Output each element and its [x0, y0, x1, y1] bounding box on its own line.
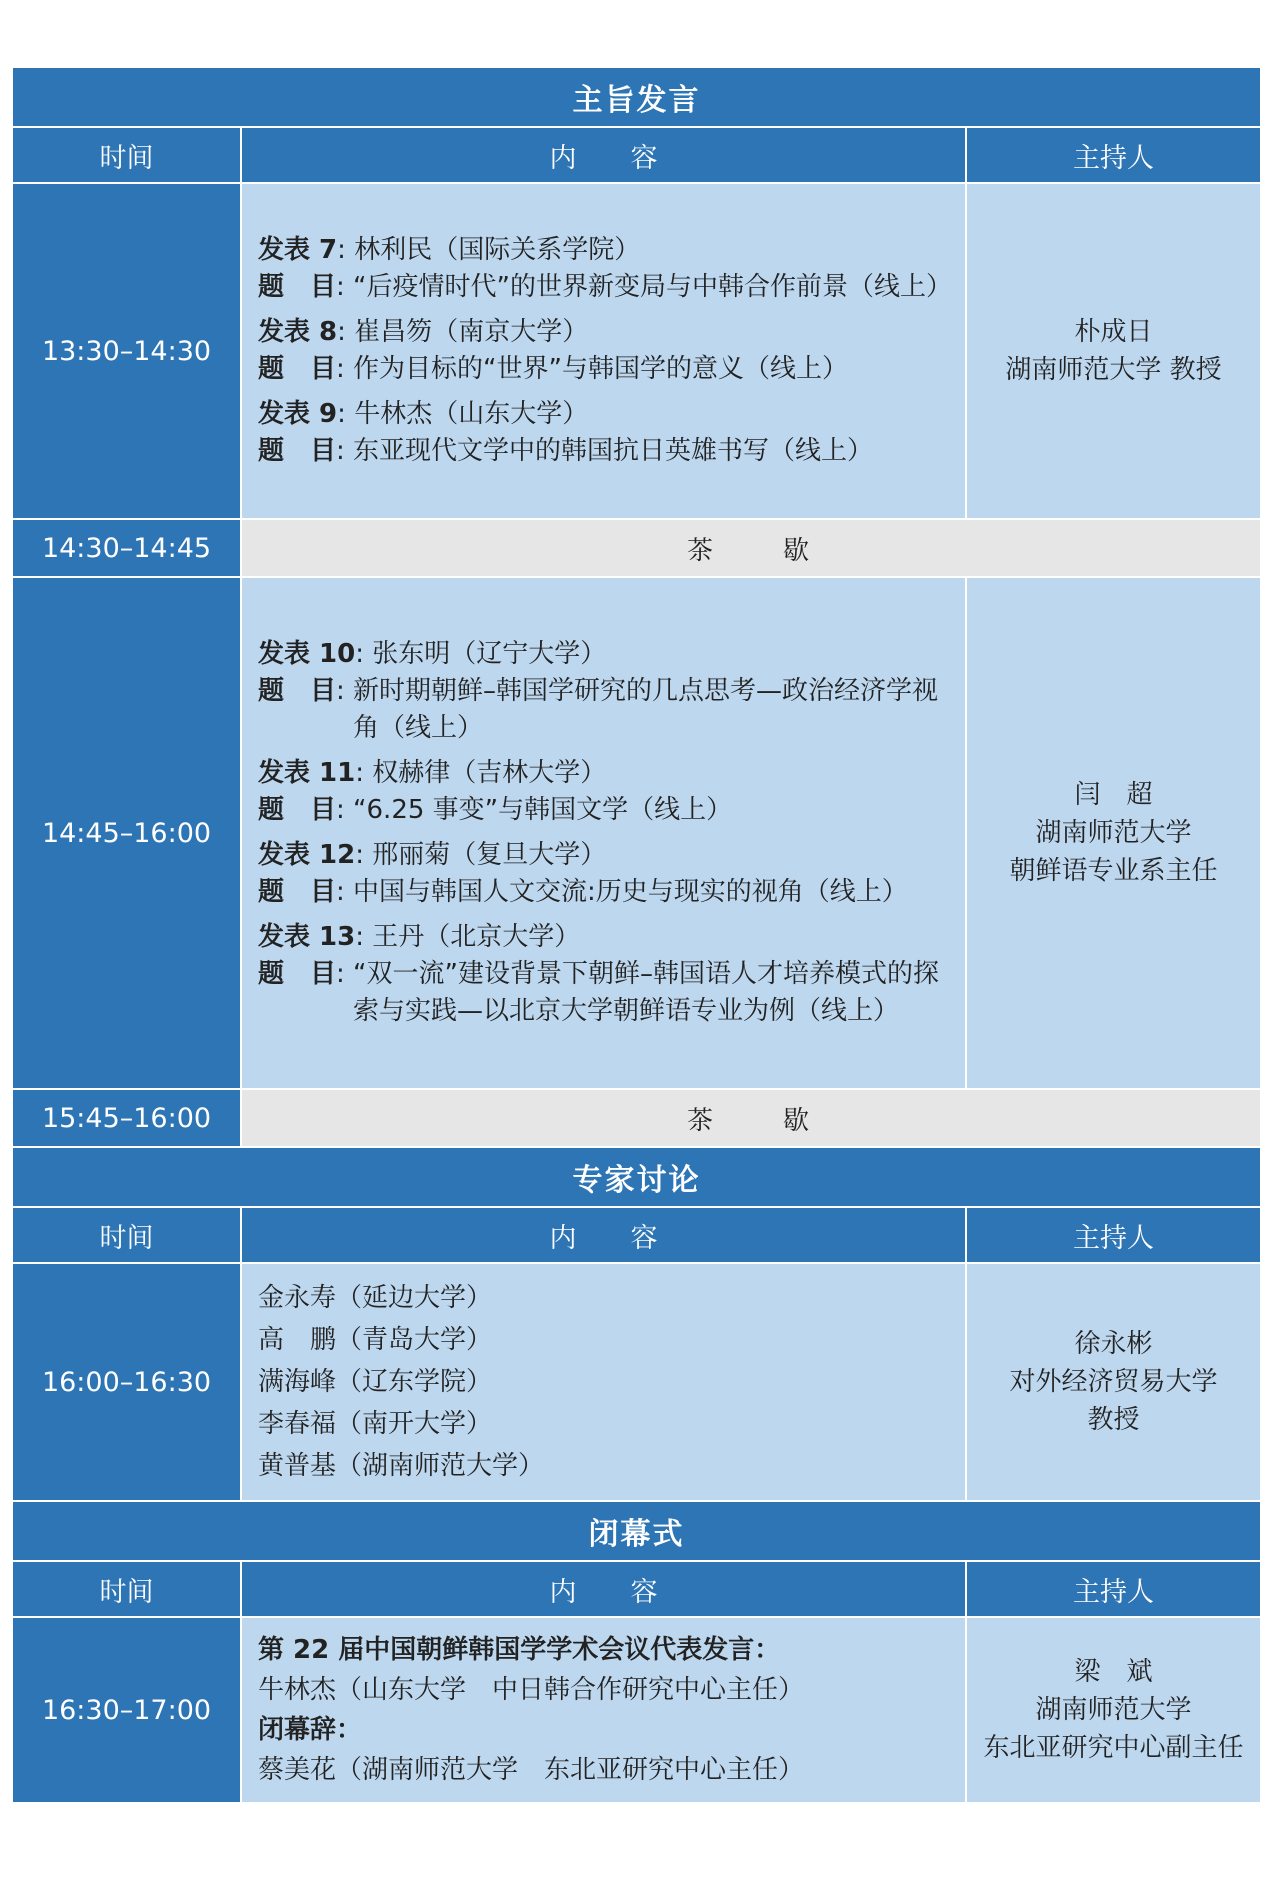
session-time: 16:00–16:30 — [13, 1264, 240, 1500]
talk-title: 作为目标的“世界”与韩国学的意义（线上） — [353, 354, 848, 384]
section-title-closing: 闭幕式 — [13, 1502, 1260, 1562]
host-name: 朴成日 — [1074, 317, 1153, 347]
session-row — [13, 184, 1260, 520]
title-label: 题 目 — [258, 877, 337, 907]
header-host: 主持人 — [965, 128, 1260, 182]
host-name: 闫 超 — [1074, 780, 1153, 810]
talk-label: 发表 9 — [258, 399, 338, 429]
header-host: 主持人 — [965, 1208, 1260, 1262]
session-row — [13, 1618, 1260, 1804]
session-content — [240, 184, 965, 518]
expert-item: 高 鹏（青岛大学） — [258, 1325, 493, 1355]
closing-line: 蔡美花（湖南师范大学 东北亚研究中心主任） — [258, 1755, 805, 1785]
session-row — [13, 1264, 1260, 1502]
expert-item: 黄普基（湖南师范大学） — [258, 1451, 545, 1481]
expert-item: 李春福（南开大学） — [258, 1409, 493, 1439]
talk-speaker: 权赫律（吉林大学） — [372, 758, 607, 788]
header-row — [13, 1562, 1260, 1618]
break-time: 14:30–14:45 — [13, 520, 240, 576]
break-time: 15:45–16:00 — [13, 1090, 240, 1146]
talk-title: 东亚现代文学中的韩国抗日英雄书写（线上） — [353, 436, 874, 466]
talk-label: 发表 11 — [258, 758, 356, 788]
host-position: 东北亚研究中心副主任 — [983, 1733, 1244, 1763]
session-content — [240, 1618, 965, 1802]
title-label: 题 目 — [258, 676, 337, 706]
talk-label: 发表 13 — [258, 922, 356, 952]
session-time: 16:30–17:00 — [13, 1618, 240, 1802]
title-label: 题 目 — [258, 436, 337, 466]
header-row — [13, 1208, 1260, 1264]
talk-label: 发表 12 — [258, 840, 356, 870]
closing-line: 第 22 届中国朝鲜韩国学学术会议代表发言： — [258, 1635, 781, 1665]
talk-speaker: 林利民（国际关系学院） — [354, 235, 641, 265]
header-time: 时间 — [13, 128, 240, 182]
talk-title: “6.25 事变”与韩国文学（线上） — [353, 795, 733, 825]
talk-item: 发表 11 : 权赫律（吉林大学） 题 目 : “6.25 事变”与韩国文学（线上） — [258, 755, 951, 829]
break-label: 茶 歇 — [240, 1090, 1260, 1146]
host-affiliation: 对外经济贸易大学 — [1009, 1367, 1218, 1397]
host-affiliation: 湖南师范大学 教授 — [1005, 355, 1222, 385]
talk-title: 中国与韩国人文交流:历史与现实的视角（线上） — [353, 877, 908, 907]
section-title-keynote: 主旨发言 — [13, 68, 1260, 128]
host-name: 徐永彬 — [1074, 1329, 1153, 1359]
closing-line: 闭幕辞： — [258, 1715, 363, 1745]
session-host — [965, 578, 1260, 1088]
talk-speaker: 牛林杰（山东大学） — [354, 399, 589, 429]
header-host: 主持人 — [965, 1562, 1260, 1616]
talk-item: 发表 12 : 邢丽菊（复旦大学） 题 目 : 中国与韩国人文交流:历史与现实的视角（线上） — [258, 837, 951, 911]
section-title-discussion: 专家讨论 — [13, 1148, 1260, 1208]
title-label: 题 目 — [258, 272, 337, 302]
expert-item: 满海峰（辽东学院） — [258, 1367, 493, 1397]
talk-item: 发表 10 : 张东明（辽宁大学） 题 目 : 新时期朝鲜–韩国学研究的几点思考—政治经济学视角（线上） — [258, 636, 951, 747]
host-affiliation: 湖南师范大学 — [1035, 818, 1192, 848]
session-host — [965, 184, 1260, 518]
header-time: 时间 — [13, 1208, 240, 1262]
talk-title: “后疫情时代”的世界新变局与中韩合作前景（线上） — [353, 272, 952, 302]
host-position: 教授 — [1087, 1405, 1140, 1435]
host-affiliation: 湖南师范大学 — [1035, 1695, 1192, 1725]
title-label: 题 目 — [258, 959, 337, 989]
talk-label: 发表 10 — [258, 639, 356, 669]
session-row — [13, 578, 1260, 1090]
talk-speaker: 王丹（北京大学） — [372, 922, 581, 952]
talk-item: 发表 8 : 崔昌笏（南京大学） 题 目 : 作为目标的“世界”与韩国学的意义（线上） — [258, 314, 951, 388]
header-time: 时间 — [13, 1562, 240, 1616]
talk-speaker: 张东明（辽宁大学） — [372, 639, 607, 669]
talk-title: 新时期朝鲜–韩国学研究的几点思考—政治经济学视角（线上） — [353, 676, 939, 743]
break-label: 茶 歇 — [240, 520, 1260, 576]
session-host — [965, 1618, 1260, 1802]
talk-item: 发表 7 : 林利民（国际关系学院） 题 目 : “后疫情时代”的世界新变局与中韩合作前景（线上） — [258, 232, 951, 306]
break-row — [13, 1090, 1260, 1148]
schedule-table — [13, 68, 1260, 1804]
session-time: 13:30–14:30 — [13, 184, 240, 518]
talk-label: 发表 7 — [258, 235, 338, 265]
header-row — [13, 128, 1260, 184]
session-time: 14:45–16:00 — [13, 578, 240, 1088]
expert-item: 金永寿（延边大学） — [258, 1283, 493, 1313]
session-content — [240, 578, 965, 1088]
header-content: 内 容 — [240, 128, 965, 182]
session-host — [965, 1264, 1260, 1500]
header-content: 内 容 — [240, 1562, 965, 1616]
header-content: 内 容 — [240, 1208, 965, 1262]
talk-label: 发表 8 — [258, 317, 338, 347]
title-label: 题 目 — [258, 795, 337, 825]
session-content — [240, 1264, 965, 1500]
talk-item: 发表 13 : 王丹（北京大学） 题 目 : “双一流”建设背景下朝鲜–韩国语人才培养模式的探索与实践—以北京大学朝鲜语专业为例（线上） — [258, 919, 951, 1030]
closing-line: 牛林杰（山东大学 中日韩合作研究中心主任） — [258, 1675, 805, 1705]
break-row — [13, 520, 1260, 578]
host-name: 梁 斌 — [1074, 1657, 1153, 1687]
talk-title: “双一流”建设背景下朝鲜–韩国语人才培养模式的探索与实践—以北京大学朝鲜语专业为例（线上） — [353, 959, 939, 1026]
talk-item: 发表 9 : 牛林杰（山东大学） 题 目 : 东亚现代文学中的韩国抗日英雄书写（线上） — [258, 396, 951, 470]
talk-speaker: 崔昌笏（南京大学） — [354, 317, 589, 347]
host-position: 朝鲜语专业系主任 — [1009, 856, 1218, 886]
title-label: 题 目 — [258, 354, 337, 384]
talk-speaker: 邢丽菊（复旦大学） — [372, 840, 607, 870]
